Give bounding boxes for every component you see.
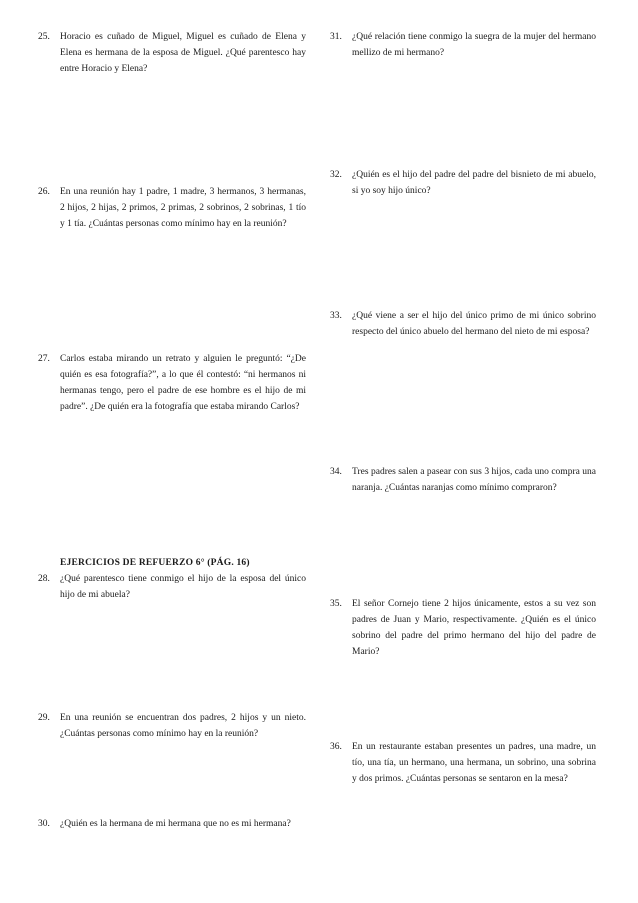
question-text: ¿Quién es la hermana de mi hermana que no es mi hermana? [60, 819, 291, 829]
question-27 [38, 351, 306, 415]
question-31 [330, 29, 596, 61]
question-text: ¿Quién es el hijo del padre del padre del bisnieto de mi abuelo, si yo soy hijo único? [352, 170, 596, 196]
question-30 [38, 816, 306, 832]
question-text: Horacio es cuñado de Miguel, Miguel es cuñado de Elena y Elena es hermana de la esposa de Miguel. ¿Qué parentesco hay entre Horacio y Elena? [60, 32, 306, 74]
question-text: ¿Qué parentesco tiene conmigo el hijo de la esposa del único hijo de mi abuela? [60, 574, 306, 600]
question-number: 36. [330, 742, 342, 752]
question-36 [330, 739, 596, 787]
question-text: ¿Qué relación tiene conmigo la suegra de la mujer del hermano mellizo de mi hermano? [352, 32, 596, 58]
question-32 [330, 167, 596, 199]
question-34 [330, 464, 596, 496]
question-number: 30. [38, 819, 50, 829]
question-number: 35. [330, 599, 342, 609]
question-text: ¿Qué viene a ser el hijo del único primo de mi único sobrino respecto del único abuelo del hermano del nieto de mi esposa? [352, 311, 596, 337]
question-26 [38, 184, 306, 232]
question-33 [330, 308, 596, 340]
question-text: Tres padres salen a pasear con sus 3 hijos, cada uno compra una naranja. ¿Cuántas naranjas como mínimo compraron? [352, 467, 596, 493]
question-number: 28. [38, 574, 50, 584]
question-number: 26. [38, 187, 50, 197]
question-number: 31. [330, 32, 342, 42]
question-number: 25. [38, 32, 50, 42]
question-number: 32. [330, 170, 342, 180]
question-text: El señor Cornejo tiene 2 hijos únicamente, estos a su vez son padres de Juan y Mario, respectivamente. ¿Quién es el único sobrino del padre del primo hermano del hijo del padre de Mario? [352, 599, 596, 657]
question-text: Carlos estaba mirando un retrato y alguien le preguntó: “¿De quién es esa fotografía?”, a lo que él contestó: “ni hermanos ni hermanas tengo, pero el padre de ese hombre es el hijo de mi padre”. ¿De quién era la fotografía que estaba mirando Carlos? [60, 354, 306, 412]
question-25 [38, 29, 306, 77]
question-number: 29. [38, 713, 50, 723]
question-text: En una reunión se encuentran dos padres, 2 hijos y un nieto. ¿Cuántas personas como mínimo hay en la reunión? [60, 713, 306, 739]
question-number: 27. [38, 354, 50, 364]
question-35 [330, 596, 596, 660]
question-number: 33. [330, 311, 342, 321]
question-text: En una reunión hay 1 padre, 1 madre, 3 hermanos, 3 hermanas, 2 hijos, 2 hijas, 2 primos, 2 primas, 2 sobrinos, 2 sobrinas, 1 tío y 1 tía. ¿Cuántas personas como mínimo hay en la reunión? [60, 187, 306, 229]
question-29 [38, 710, 306, 742]
question-number: 34. [330, 467, 342, 477]
section-heading: EJERCICIOS DE REFUERZO 6° (PÁG. 16) [60, 558, 250, 568]
question-28 [38, 571, 306, 603]
question-text: En un restaurante estaban presentes un padres, una madre, un tío, una tía, un hermano, una hermana, un sobrino, una sobrina y dos primos. ¿Cuántas personas se sentaron en la mesa? [352, 742, 596, 784]
